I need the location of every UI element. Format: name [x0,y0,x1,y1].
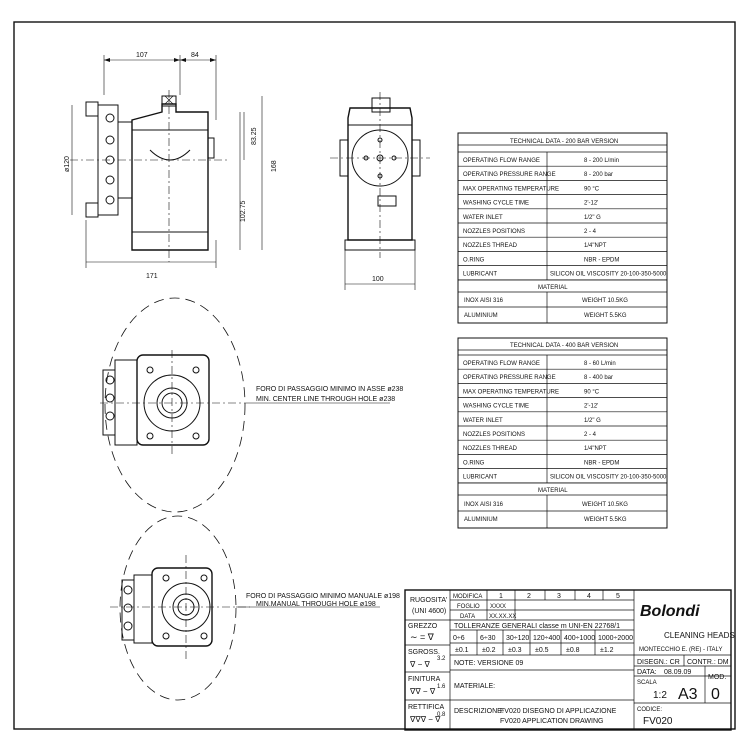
tech-row-value: 2'-12' [584,200,599,207]
tb-foglio: FOGLIO [457,604,480,610]
tech-row-label: NOZZLES THREAD [463,243,517,250]
tech-200-mat-2-value: WEIGHT 5.5KG [584,313,627,319]
tol-range: 1000÷2000 [598,635,633,642]
tech-200-mat-1-label: INOX AISI 316 [464,298,504,304]
tech-row-value: 90 °C [584,186,600,193]
tb-finitura-symbol: ∇∇ − ∇ [410,687,436,696]
tb-data-val: XX.XX.XX [489,614,517,620]
tol-value: ±0.1 [455,647,469,654]
tb-foglio-val: XXXX [490,604,507,610]
tb-disegn: DISEGN.: CR [637,659,680,666]
tb-descrizione-1: FV020 DISEGNO DI APPLICAZIONE [500,708,617,715]
tech-row-value: SILICON OIL VISCOSITY 20-100-350-5000 [550,474,667,481]
tech-400-mat-1-value: WEIGHT 10.5KG [582,502,628,508]
tech-200-mat-1-value: WEIGHT 10.5KG [582,298,628,304]
tb-grezzo-symbol: ∼ = ∇ [410,632,434,642]
dim-84: 84 [191,52,199,59]
tb-rev-5: 5 [616,593,620,600]
tol-range: 120÷400 [533,635,561,642]
hole-note-manual-en: MIN.MANUAL THROUGH HOLE ø198 [256,601,376,608]
rotation-view-axis [100,298,403,512]
tech-row-value: 8 - 400 bar [584,375,614,382]
tech-row-value: 2 - 4 [584,432,597,438]
tech-row-value: 1/4"NPT [584,243,607,250]
tol-range: 6÷30 [480,635,496,642]
tech-row-label: O.RING [463,460,485,467]
tech-row-label: OPERATING PRESSURE RANGE [463,375,556,382]
tb-rettifica: RETTIFICA [408,704,445,711]
tb-sgross-symbol: ∇ − ∇ [410,660,430,669]
tech-row-label: NOZZLES THREAD [463,446,517,453]
tech-row-value: NBR - EPDM [584,257,620,264]
title-block [405,590,735,730]
tb-materiale: MATERIALE: [454,683,496,690]
tb-rugosita: RUGOSITA' [410,597,448,604]
tech-200-mat-2-label: ALUMINIUM [464,313,498,319]
tech-row-value: 1/4"NPT [584,446,607,453]
tech-row-label: NOZZLES POSITIONS [463,432,526,438]
tb-contr: CONTR.: DM [687,659,729,666]
tol-value: ±0.3 [508,647,522,654]
tb-data: DATA [460,614,476,620]
tb-rev-1: 1 [499,593,503,600]
tech-row-label: MAX OPERATING TEMPERATURE [463,186,560,193]
tb-sgross-val: 3.2 [437,656,446,662]
hole-note-manual-it: FORO DI PASSAGGIO MINIMO MANUALE ø198 [246,593,400,600]
tech-row-value: 8 - 200 L/min [584,158,620,164]
tech-row-value: 90 °C [584,389,600,396]
tech-row-value: SILICON OIL VISCOSITY 20-100-350-5000 [550,271,667,278]
tol-value: ±0.2 [482,647,496,654]
tb-codice: CODICE: [637,707,663,713]
tech-200-material-header: MATERIAL [538,285,568,291]
tech-400-mat-1-label: INOX AISI 316 [464,502,504,508]
tech-row-value: 1/2" G [584,214,601,221]
dim-d120: ø120 [64,156,71,172]
tb-brand-sub: CLEANING HEADS [664,631,735,640]
tech-table-400 [458,338,667,528]
end-view [330,92,430,290]
tech-row-value: 2 - 4 [584,229,597,235]
tech-row-label: LUBRICANT [463,271,498,278]
tech-row-label: LUBRICANT [463,474,498,481]
tech-table-200 [458,133,667,323]
tb-scala: SCALA [637,680,657,686]
tech-row-value: 1/2" G [584,417,601,424]
tb-descrizione-2: FV020 APPLICATION DRAWING [500,718,604,725]
tech-400-title: TECHNICAL DATA - 400 BAR VERSION [510,343,619,349]
hole-note-axis-it: FORO DI PASSAGGIO MINIMO IN ASSE ø238 [256,386,404,393]
tb-finitura: FINITURA [408,676,441,683]
hole-note-axis-en: MIN. CENTER LINE THROUGH HOLE ø238 [256,396,396,403]
side-view [64,52,278,280]
tb-grezzo: GREZZO [408,623,438,630]
tb-rettifica-symbol: ∇∇∇ − ∇ [410,715,441,724]
tech-400-material-header: MATERIAL [538,488,568,494]
tech-200-title: TECHNICAL DATA - 200 BAR VERSION [510,139,619,145]
tb-uni4600: (UNI 4600) [412,608,447,615]
dim-83-25: 83.25 [251,127,258,145]
tb-format: A3 [678,686,698,703]
tol-range: 400÷1000 [564,635,596,642]
dim-168: 168 [271,160,278,172]
tech-row-label: OPERATING PRESSURE RANGE [463,172,556,179]
tech-400-mat-2-label: ALUMINIUM [464,517,498,523]
tb-rev-3: 3 [557,593,561,600]
tech-row-value: NBR - EPDM [584,460,620,467]
tb-rev-2: 2 [527,593,531,600]
tech-row-label: O.RING [463,257,485,264]
tech-row-label: NOZZLES POSITIONS [463,229,526,235]
tb-mod-val: 0 [711,686,720,703]
tech-row-label: OPERATING FLOW RANGE [463,158,540,164]
dim-107: 107 [136,52,148,59]
tol-range: 30÷120 [506,635,530,642]
tech-row-label: MAX OPERATING TEMPERATURE [463,389,560,396]
tb-rev-4: 4 [587,593,591,600]
tech-row-label: WATER INLET [463,417,503,424]
tb-modifica: MODIFICA [453,594,483,600]
rotation-view-manual [110,516,400,700]
tol-range: 0÷6 [453,635,465,642]
tb-address: MONTECCHIO E. (RE) - ITALY [639,647,723,653]
tb-tolleranze: TOLLERANZE GENERALI classe m UNI-EN 22768/1 [454,623,620,630]
tb-data-label: DATA: [637,669,657,676]
tb-data-date: 08.09.09 [664,669,692,676]
tb-rettifica-val: 0.8 [437,712,446,718]
tb-brand-logo: Bolondi [640,603,700,620]
dim-100: 100 [372,276,384,283]
tol-value: ±0.5 [535,647,549,654]
tech-row-label: WATER INLET [463,214,503,221]
tb-scala-val: 1:2 [653,690,667,701]
tol-value: ±1.2 [600,647,614,654]
tech-row-label: WASHING CYCLE TIME [463,403,530,410]
tech-row-label: WASHING CYCLE TIME [463,200,530,207]
tb-codice-val: FV020 [643,716,673,727]
tech-row-label: OPERATING FLOW RANGE [463,361,540,367]
tb-mod: MOD. [708,674,727,681]
tb-finitura-val: 1.6 [437,684,446,690]
dim-102-75: 102.75 [240,200,247,222]
tech-row-value: 2'-12' [584,403,599,410]
tech-400-mat-2-value: WEIGHT 5.5KG [584,517,627,523]
tb-descrizione-label: DESCRIZIONE: [454,708,504,715]
tech-row-value: 8 - 200 bar [584,172,614,179]
tech-row-value: 8 - 60 L/min [584,361,616,367]
dim-171: 171 [146,273,158,280]
tb-note: NOTE: VERSIONE 09 [454,660,524,667]
tol-value: ±0.8 [566,647,580,654]
tb-sgross: SGROSS. [408,649,440,656]
